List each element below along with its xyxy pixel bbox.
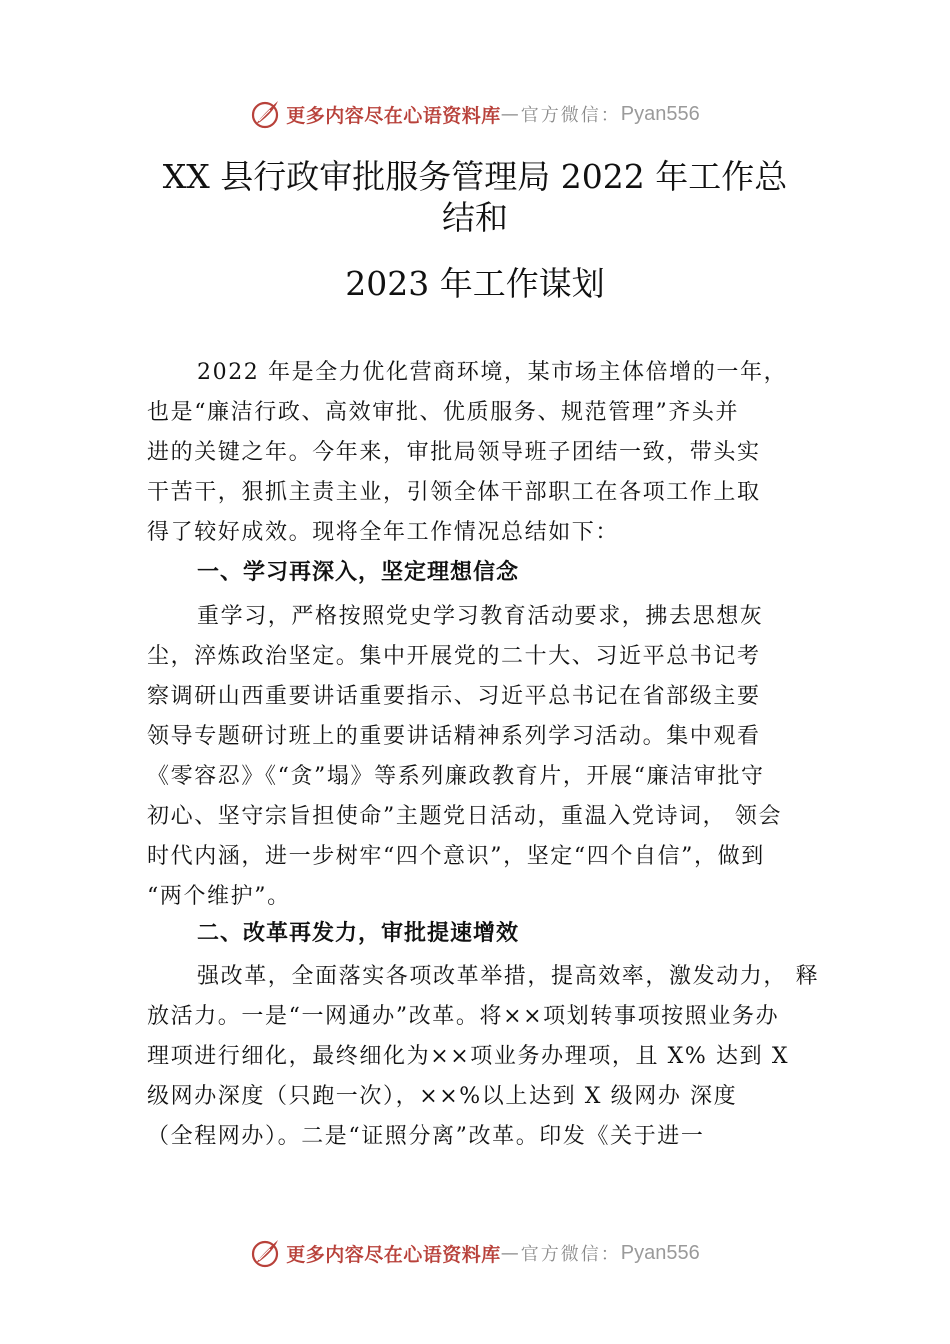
watermark-account: Pyan556 — [620, 102, 700, 125]
text-line: 干苦干，狠抓主责主业，引领全体干部职工在各项工作上取 — [147, 480, 761, 505]
watermark-dash: — — [500, 1242, 521, 1264]
watermark-main-text: 更多内容尽在心语资料库 — [286, 1243, 501, 1266]
section-1-heading: 一、学习再深入，坚定理想信念 — [197, 560, 520, 585]
text-line: 领导专题研讨班上的重要讲话精神系列学习活动。集中观看 — [147, 724, 761, 749]
watermark-account: Pyan556 — [620, 1241, 700, 1264]
watermark-label: 官方微信： — [520, 105, 621, 126]
text-line: 放活力。一是“一网通办”改革。将××项划转事项按照业务办 — [147, 1004, 780, 1029]
text-line: 理项进行细化，最终细化为××项业务办理项，且 X% 达到 X — [147, 1044, 790, 1069]
footer-watermark — [0, 1233, 950, 1273]
watermark-main-text: 更多内容尽在心语资料库 — [286, 104, 501, 127]
text-line: 级网办深度（只跑一次），××%以上达到 X 级网办 深度 — [147, 1084, 738, 1109]
text-line: 强改革，全面落实各项改革举措，提高效率，激发动力， 释 — [197, 964, 820, 989]
header-watermark — [0, 94, 950, 134]
text-line: 也是“廉洁行政、高效审批、优质服务、规范管理”齐头并 — [147, 400, 740, 425]
section-2-heading: 二、改革再发力，审批提速增效 — [197, 921, 520, 946]
watermark-dash: — — [500, 103, 521, 125]
quill-logo-icon — [250, 1237, 282, 1269]
watermark-label: 官方微信： — [520, 1244, 621, 1265]
text-line: 初心、坚守宗旨担使命”主题党日活动，重温入党诗词， 领会 — [147, 804, 783, 829]
text-line: 2022 年是全力优化营商环境，某市场主体倍增的一年， — [197, 360, 788, 385]
text-line: 尘，淬炼政治坚定。集中开展党的二十大、习近平总书记考 — [147, 644, 761, 669]
section-1-paragraph — [147, 597, 817, 917]
text-line: 时代内涵，进一步树牢“四个意识”，坚定“四个自信”，做到 — [147, 844, 765, 869]
text-line: “两个维护”。 — [147, 884, 291, 909]
document-title-line-2: 结和 — [442, 198, 508, 237]
text-line: 重学习，严格按照党史学习教育活动要求，拂去思想灰 — [197, 604, 764, 629]
quill-logo-icon — [250, 98, 282, 130]
text-line: 得了较好成效。现将全年工作情况总结如下： — [147, 520, 620, 545]
text-line: 进的关键之年。今年来，审批局领导班子团结一致，带头实 — [147, 440, 761, 465]
text-line: （全程网办）。二是“证照分离”改革。印发《关于进一 — [147, 1124, 705, 1149]
intro-paragraph — [147, 353, 817, 553]
section-2-paragraph — [147, 957, 820, 1157]
text-line: 察调研山西重要讲话重要指示、习近平总书记在省部级主要 — [147, 684, 761, 709]
document-title-line-3: 2023 年工作谋划 — [345, 264, 605, 303]
document-title-line-1: XX 县行政审批服务管理局 2022 年工作总 — [162, 157, 788, 196]
text-line: 《零容忍》《“贪”塌》等系列廉政教育片，开展“廉洁审批守 — [147, 764, 765, 789]
